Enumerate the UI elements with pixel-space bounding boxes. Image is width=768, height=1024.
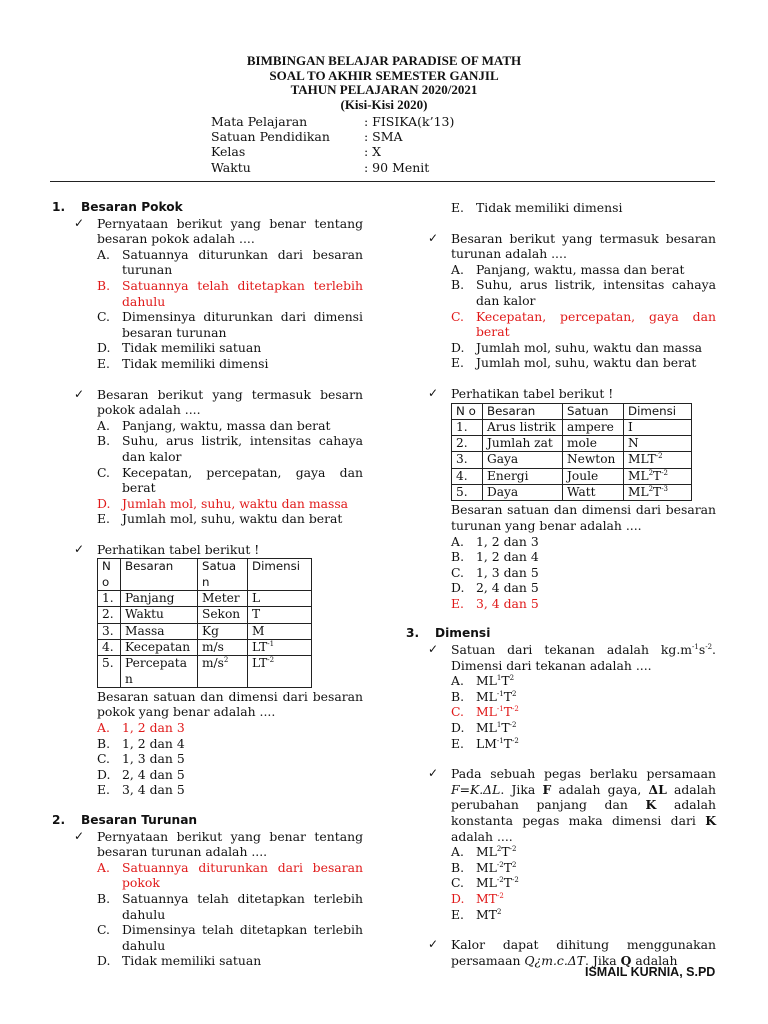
option: E. Jumlah mol, suhu, waktu dan berat (97, 511, 343, 527)
option: E. Tidak memiliki dimensi (97, 355, 269, 371)
option: D. Tidak memiliki satuan (97, 953, 262, 969)
option: D. $ML^1T^{-2}$ (451, 720, 517, 736)
table-row: 5. Percepata n $m/s^2$ $LT^{-2}$ (98, 656, 312, 688)
option: C. 1, 3 dan 5 (97, 751, 185, 767)
section-heading: 3. Dimensi (406, 626, 491, 641)
option: E. Jumlah mol, suhu, waktu dan berat (451, 355, 697, 371)
units-table (97, 558, 312, 687)
section-heading: 2. Besaran Turunan (52, 813, 198, 827)
option: B. Suhu, arus listrik, intensitas cahaya dan kalor (451, 277, 716, 308)
header-line-1: BIMBINGAN BELAJAR PARADISE OF MATH (246, 53, 522, 68)
table-header: Dimensi (624, 403, 692, 419)
option: C. Dimensinya telah ditetapkan terlebih dahulu (97, 922, 363, 953)
question-text: Besaran satuan dan dimensi dari besaran pokok yang benar adalah .... (97, 688, 363, 720)
checkmark-icon: ✓ (428, 230, 439, 245)
option-correct: A. 1, 2 dan 3 (97, 720, 185, 736)
option: E. $MT^2$ (451, 906, 502, 922)
checkmark-icon: ✓ (428, 937, 439, 952)
option: A. 1, 2 dan 3 (451, 533, 539, 549)
question-text: Besaran satuan dan dimensi dari besaran turunan yang benar adalah .... (451, 502, 716, 533)
option: A. Panjang, waktu, massa dan berat (451, 261, 685, 277)
question-text: Perhatikan tabel berikut ! (97, 541, 260, 557)
table-row: 3. Massa Kg M (98, 623, 312, 639)
meta-row (211, 129, 454, 144)
table-header: Satuan (563, 403, 624, 419)
table-header: N o (98, 559, 121, 591)
header-line-2: SOAL TO AKHIR SEMESTER GANJIL (269, 67, 499, 83)
question (428, 231, 716, 262)
table-row: 3. Gaya Newton $MLT^{-2}$ (452, 452, 692, 468)
option-correct: A. Satuannya diturunkan dari besaran pokok (97, 859, 363, 891)
table-row: 1. Arus listrik ampere I (452, 419, 692, 435)
option: E. 3, 4 dan 5 (97, 782, 185, 798)
question (74, 542, 363, 558)
meta-key: Satuan Pendidikan (211, 129, 330, 145)
option: B. 1, 2 dan 4 (451, 549, 539, 565)
option: C. Kecepatan, percepatan, gaya dan berat (97, 464, 363, 496)
option-correct: D. Jumlah mol, suhu, waktu dan massa (97, 495, 349, 511)
question (74, 216, 363, 247)
exam-meta (211, 114, 454, 175)
table-row: 5. Daya Watt $ML^2T^{-3}$ (452, 485, 692, 501)
meta-row (211, 144, 454, 159)
option: A. $ML^2T^{-2}$ (451, 844, 517, 860)
option: D. 2, 4 dan 5 (97, 766, 185, 782)
units-table (451, 403, 692, 502)
question-text: Pada sebuah pegas berlaku persamaan F=K.ΔL. Jika F adalah gaya, ΔL adalah perubahan panjang dan K adalah konstanta pegas maka dimensi dari K adalah .... (451, 766, 716, 844)
meta-row (211, 160, 454, 175)
checkmark-icon: ✓ (74, 828, 85, 843)
table-row: 4. Energi Joule $ML^2T^{-2}$ (452, 468, 692, 484)
option-correct: C. Kecepatan, percepatan, gaya dan berat (451, 308, 716, 340)
meta-key: Mata Pelajaran (211, 114, 308, 129)
question (428, 766, 716, 844)
checkmark-icon: ✓ (74, 386, 85, 401)
option: E. $LM^{-1}T^{-2}$ (451, 735, 519, 751)
question (428, 386, 716, 402)
option: D. Tidak memiliki satuan (97, 340, 262, 356)
document-header (0, 54, 768, 112)
meta-key: Waktu (211, 159, 251, 175)
meta-key: Kelas (211, 144, 246, 160)
meta-value: : X (364, 144, 382, 160)
table-header-row (452, 403, 692, 419)
option-correct: C. $ML^{-1}T^{-2}$ (451, 704, 519, 720)
question-text: Perhatikan tabel berikut ! (451, 385, 614, 401)
table-row: 2. Jumlah zat mole N (452, 436, 692, 452)
meta-value: : 90 Menit (364, 159, 430, 175)
meta-value: : SMA (364, 129, 403, 145)
section-heading: 1. Besaran Pokok (52, 200, 183, 214)
option: B. 1, 2 dan 4 (97, 735, 185, 751)
option: B. $ML^{-2}T^2$ (451, 859, 517, 875)
option: A. $ML^1T^2$ (451, 673, 515, 689)
checkmark-icon: ✓ (74, 215, 85, 230)
header-line-3: TAHUN PELAJARAN 2020/2021 (290, 82, 478, 97)
option-correct: E. 3, 4 dan 5 (451, 595, 539, 611)
table-row: 1. Panjang Meter L (98, 591, 312, 607)
option: D. 2, 4 dan 5 (451, 580, 539, 596)
option: B. Suhu, arus listrik, intensitas cahaya dan kalor (97, 433, 363, 464)
table-header: Dimensi (248, 559, 312, 591)
question-text: Pernyataan berikut yang benar tentang besaran turunan adalah .... (97, 828, 363, 860)
question (74, 387, 363, 418)
checkmark-icon: ✓ (74, 541, 85, 556)
checkmark-icon: ✓ (428, 385, 439, 400)
table-header: Satua n (198, 559, 248, 591)
question-text: Satuan dari tekanan adalah $kg.m^{-1}s^{-2}$. Dimensi dari tekanan adalah .... (451, 642, 716, 673)
right-column (406, 200, 716, 968)
option: C. 1, 3 dan 5 (451, 564, 539, 580)
option-correct: D. $MT^{-2}$ (451, 890, 504, 906)
header-divider (50, 181, 715, 182)
question (428, 642, 716, 673)
question-text: Pernyataan berikut yang benar tentang besaran pokok adalah .... (97, 215, 363, 247)
option: C. Dimensinya diturunkan dari dimensi besaran turunan (97, 309, 363, 340)
question-text: Besaran berikut yang termasuk besaran turunan adalah .... (451, 230, 716, 262)
question (428, 937, 716, 968)
question (74, 829, 363, 860)
table-row: 4. Kecepatan m/s $LT^{-1}$ (98, 639, 312, 655)
table-row: 2. Waktu Sekon T (98, 607, 312, 623)
meta-row (211, 114, 454, 129)
question-text: Kalor dapat dihitung menggunakan persamaan Q¿m.c.ΔT. Jika Q adalah (451, 937, 716, 968)
header-line-4: (Kisi-Kisi 2020) (340, 96, 428, 112)
option: A. Panjang, waktu, massa dan berat (97, 417, 331, 433)
table-header-row (98, 559, 312, 591)
table-header: Besaran (121, 559, 198, 591)
left-column (52, 200, 363, 969)
checkmark-icon: ✓ (428, 642, 439, 657)
question-text: Besaran berikut yang termasuk besarn pokok adalah .... (97, 386, 363, 418)
option-correct: B. Satuannya telah ditetapkan terlebih dahulu (97, 277, 363, 309)
checkmark-icon: ✓ (428, 766, 439, 781)
option: A. Satuannya diturunkan dari besaran turunan (97, 246, 363, 278)
option: E. Tidak memiliki dimensi (451, 200, 623, 215)
option: C. $ML^{-2}T^{-2}$ (451, 875, 519, 891)
meta-value: : FISIKA(k’13) (364, 114, 455, 129)
option: B. $ML^{-1}T^2$ (451, 688, 517, 704)
table-header: N o (452, 403, 483, 419)
option: D. Jumlah mol, suhu, waktu dan massa (451, 339, 703, 355)
option: B. Satuannya telah ditetapkan terlebih dahulu (97, 890, 363, 922)
table-header: Besaran (483, 403, 563, 419)
author-footer: ISMAIL KURNIA, S.PD (585, 965, 716, 979)
